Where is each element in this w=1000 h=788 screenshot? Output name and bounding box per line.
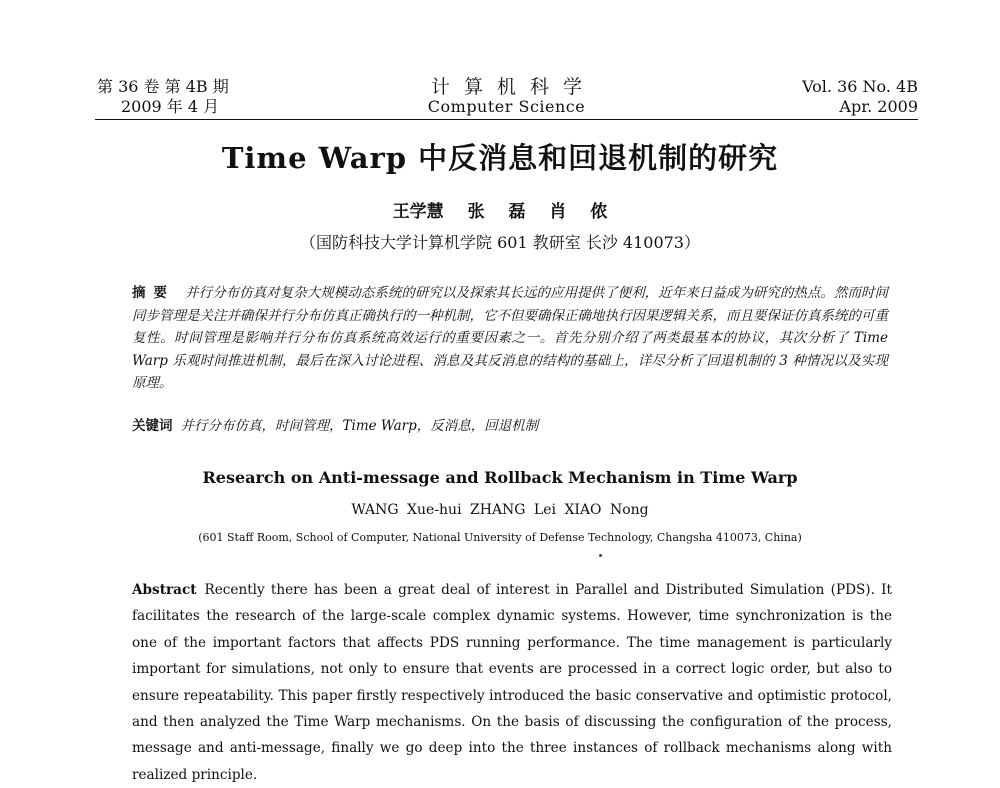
abstract-en <box>132 577 892 788</box>
header-rule <box>95 119 918 120</box>
volume-en: Vol. 36 No. 4B <box>802 77 918 96</box>
abstract-cn <box>132 282 888 395</box>
journal-header <box>95 77 918 121</box>
header-center <box>95 77 918 117</box>
keywords-cn <box>132 414 888 434</box>
separator-dot <box>599 554 602 557</box>
date-en: Apr. 2009 <box>839 97 918 116</box>
affiliation-cn: （国防科技大学计算机学院 601 教研室 长沙 410073） <box>300 233 700 252</box>
abstract-en-label: Abstract <box>132 582 197 598</box>
keywords-cn-label: 关键词 <box>132 418 173 434</box>
affiliation-en: (601 Staff Room, School of Computer, National University of Defense Technology, Changsha 410073, China) <box>198 531 802 544</box>
authors-cn: 王学慧 张 磊 肖 侬 <box>392 202 608 222</box>
title-cn: Time Warp 中反消息和回退机制的研究 <box>221 141 779 175</box>
authors-en: WANG Xue-hui ZHANG Lei XIAO Nong <box>351 502 649 518</box>
journal-name-cn: 计算机科学 <box>430 76 596 98</box>
keywords-cn-text: 并行分布仿真，时间管理，Time Warp，反消息，回退机制 <box>180 418 539 434</box>
header-right <box>802 77 918 117</box>
abstract-cn-label: 摘要 <box>132 285 176 301</box>
date-cn: 2009 年 4 月 <box>121 97 220 116</box>
title-en: Research on Anti-message and Rollback Mechanism in Time Warp <box>202 468 798 487</box>
abstract-en-text: Recently there has been a great deal of interest in Parallel and Distributed Simulation (PDS). It facilitates the research of the large-scale complex dynamic systems. However, time synchronization is the one of the important factors that affects PDS running performance. The time management is particularly important for simulations, not only to ensure that events are processed in a correct logic order, but also to ensure repeatability. This paper firstly respectively introduced the basic conservative and optimistic protocol, and then analyzed the Time Warp mechanisms. On the basis of discussing the configuration of the process, message and anti-message, finally we go deep into the three instances of rollback mechanisms along with realized principle. <box>132 582 892 783</box>
volume-cn: 第 36 卷 第 4B 期 <box>97 77 229 96</box>
journal-name-en: Computer Science <box>427 97 586 116</box>
abstract-cn-text: 并行分布仿真对复杂大规模动态系统的研究以及探索其长远的应用提供了便利，近年来日益成为研究的热点。然而时间同步管理是关注并确保并行分布仿真正确执行的一种机制，它不但要确保正确地执行因果逻辑关系，而且要保证仿真系统的可重复性。时间管理是影响并行分布仿真系统高效运行的重要因素之一。首先分别介绍了两类最基本的协议，其次分析了 Time Warp 乐观时间推进机制，最后在深入讨论进程、消息及其反消息的结构的基础上，详尽分析了回退机制的 3 种情况以及实现原理。 <box>132 285 889 391</box>
